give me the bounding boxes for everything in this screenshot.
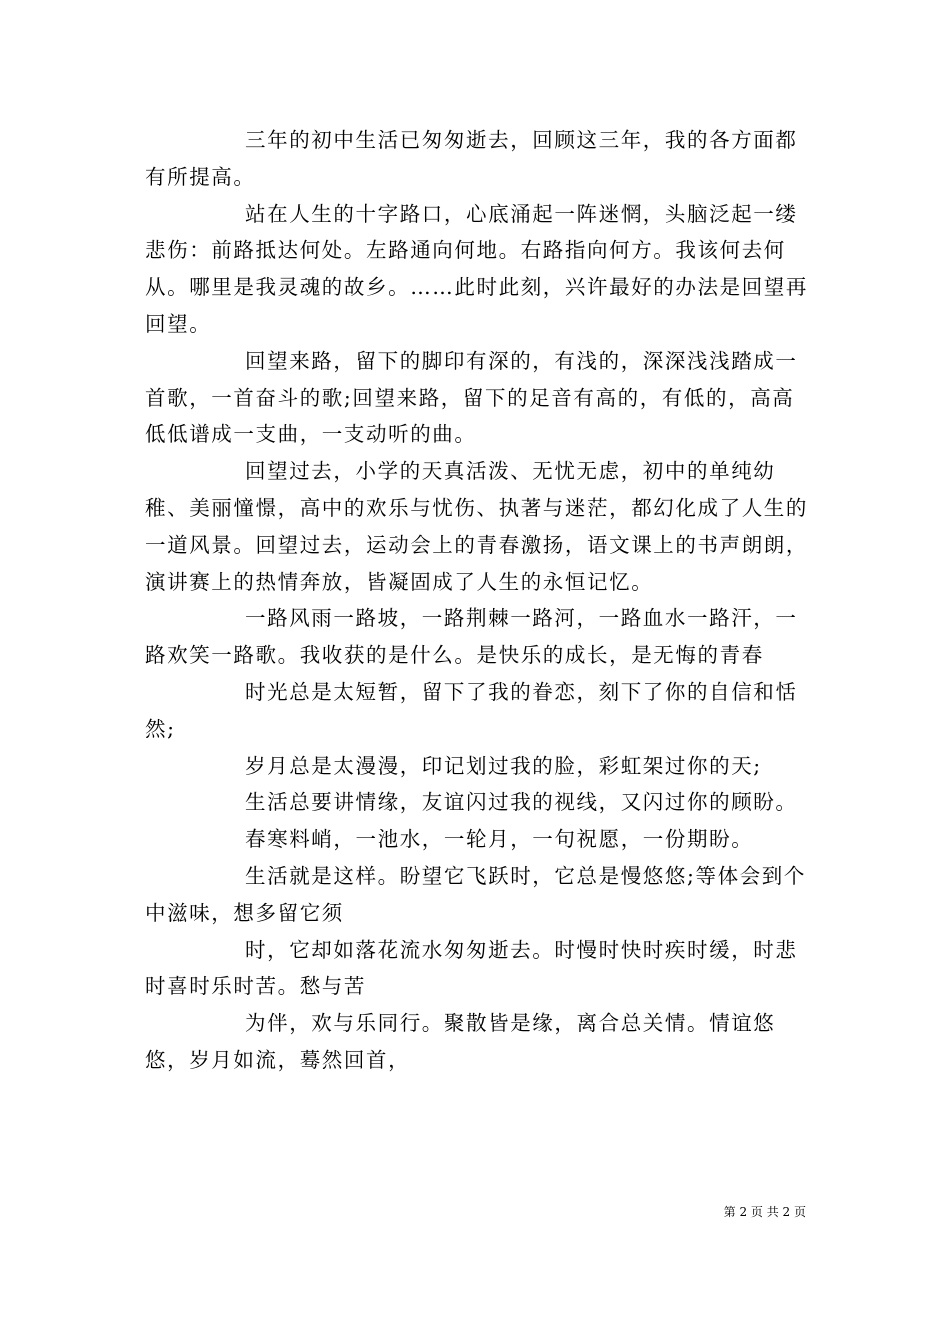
paragraph: 时光总是太短暂，留下了我的眷恋，刻下了你的自信和恬然;: [145, 679, 798, 741]
page-number-footer: 第 2 页 共 2 页: [723, 1205, 806, 1219]
paragraph: 生活就是这样。盼望它飞跃时，它总是慢悠悠;等体会到个中滋味，想多留它须: [145, 863, 807, 925]
paragraph: 岁月总是太漫漫，印记划过我的脸，彩虹架过你的天;: [245, 753, 762, 778]
paragraph: 一路风雨一路坡，一路荆棘一路河，一路血水一路汗，一路欢笑一路歌。我收获的是什么。是快乐的成长，是无悔的青春: [145, 606, 798, 668]
document-body: [145, 122, 815, 1079]
paragraph: 时，它却如落花流水匆匆逝去。时慢时快时疾时缓，时悲时喜时乐时苦。愁与苦: [145, 937, 798, 999]
paragraph: 为伴，欢与乐同行。聚散皆是缘，离合总关情。情谊悠悠，岁月如流，蓦然回首，: [145, 1011, 776, 1072]
paragraph: 回望来路，留下的脚印有深的，有浅的，深深浅浅踏成一首歌，一首奋斗的歌;回望来路，留下的足音有高的，有低的，高高低低谱成一支曲，一支动听的曲。: [145, 348, 798, 447]
paragraph: 春寒料峭，一池水，一轮月，一句祝愿，一份期盼。: [245, 827, 754, 852]
paragraph: 回望过去，小学的天真活泼、无忧无虑，初中的单纯幼稚、美丽憧憬，高中的欢乐与忧伤、执著与迷茫，都幻化成了人生的一道风景。回望过去，运动会上的青春激扬，语文课上的书声朗朗，演讲赛上的热情奔放，皆凝固成了人生的永恒记忆。: [145, 459, 808, 594]
paragraph: 生活总要讲情缘，友谊闪过我的视线，又闪过你的顾盼。: [245, 790, 798, 815]
paragraph: 三年的初中生活已匆匆逝去，回顾这三年，我的各方面都有所提高。: [145, 128, 798, 189]
paragraph: 站在人生的十字路口，心底涌起一阵迷惘，头脑泛起一缕悲伤：前路抵达何处。左路通向何地。右路指向何方。我该何去何从。哪里是我灵魂的故乡。……此时此刻，兴许最好的办法是回望再回望。: [145, 201, 808, 336]
